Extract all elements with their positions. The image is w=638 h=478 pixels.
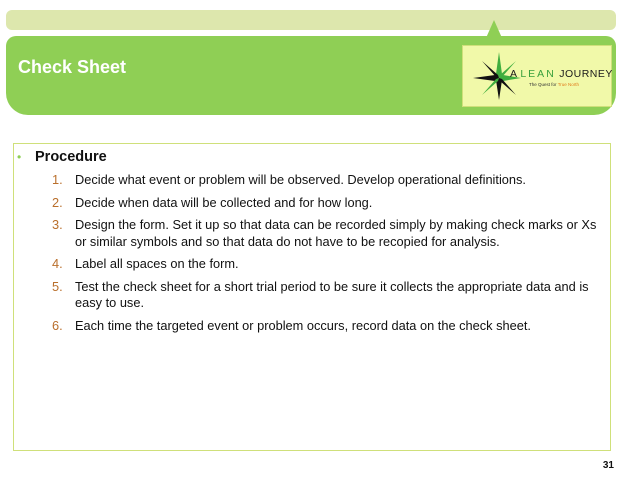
logo bbox=[462, 45, 612, 107]
logo-tagline bbox=[529, 82, 579, 87]
list-item bbox=[52, 172, 607, 189]
step-text: Decide when data will be collected and for how long. bbox=[75, 194, 373, 210]
step-text: Label all spaces on the form. bbox=[75, 256, 239, 271]
step-text: Test the check sheet for a short trial period to be sure it collects the appropriate data and is easy to use. bbox=[75, 278, 589, 310]
logo-lean: LEAN bbox=[520, 68, 556, 80]
step-number: 4. bbox=[52, 256, 63, 271]
logo-tagline-true-north: True North bbox=[557, 82, 580, 87]
list-item bbox=[52, 217, 607, 250]
logo-wordmark bbox=[510, 68, 613, 80]
list-item bbox=[52, 256, 607, 273]
procedure-heading: Procedure bbox=[35, 149, 107, 165]
list-item bbox=[52, 195, 607, 212]
step-text: Design the form. Set it up so that data can be recorded simply by making check marks or Xs or similar symbols and so that data do not have to be recopied for analysis. bbox=[75, 217, 597, 249]
top-decorative-bar bbox=[6, 10, 616, 30]
list-item bbox=[52, 279, 607, 312]
logo-prefix: A bbox=[510, 68, 521, 80]
bullet-icon: • bbox=[17, 150, 22, 164]
logo-tagline-prefix: The Quest for bbox=[529, 82, 558, 87]
slide-title: Check Sheet bbox=[18, 57, 127, 77]
step-number: 1. bbox=[52, 172, 63, 187]
logo-suffix: JOURNEY bbox=[555, 68, 613, 80]
page-number: 31 bbox=[602, 460, 614, 471]
step-text: Each time the targeted event or problem occurs, record data on the check sheet. bbox=[75, 317, 531, 333]
step-number: 3. bbox=[52, 217, 63, 232]
step-number: 2. bbox=[52, 194, 63, 210]
list-item bbox=[52, 318, 607, 335]
step-number: 5. bbox=[52, 278, 63, 294]
step-number: 6. bbox=[52, 317, 63, 333]
step-text: Decide what event or problem will be observed. Develop operational definitions. bbox=[75, 172, 526, 187]
procedure-steps bbox=[52, 172, 607, 340]
